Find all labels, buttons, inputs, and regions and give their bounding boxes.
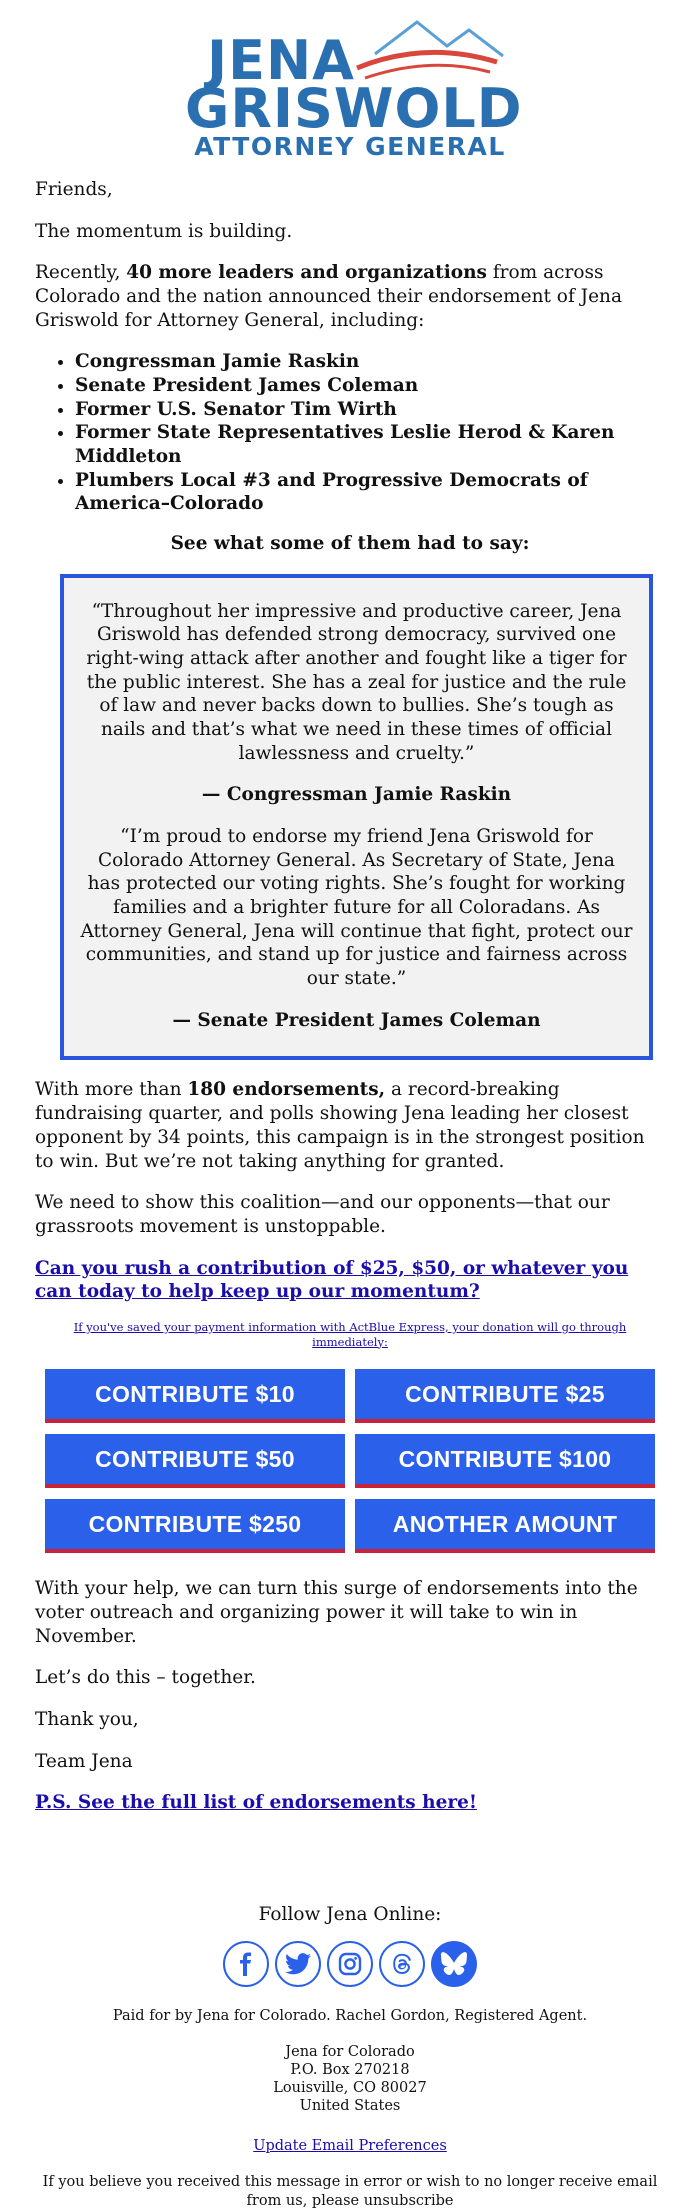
coalition-paragraph: We need to show this coalition—and our opponents—that our grassroots movement is unstoppable. [35,1192,610,1237]
quote-text: “Throughout her impressive and productive career, Jena Griswold has defended strong democracy, survived one right-wing attack after another and fought like a tiger for the public interest. She has a zeal for justice and the rule of law and never backs down to bullies. She’s tough as nails and that’s what we need in these times of official lawlessness and cruelty.” [86,600,627,764]
quote-attribution: — Congressman Jamie Raskin [201,784,512,806]
another-amount-button[interactable]: ANOTHER AMOUNT [355,1499,655,1553]
follow-heading: Follow Jena Online: [258,1904,442,1925]
contribution-ask-link[interactable]: Can you rush a contribution of $25, $50, or whatever you can today to help keep up our momentum? [35,1257,629,1303]
contribute-25-button[interactable]: CONTRIBUTE $25 [355,1369,655,1423]
address-line: United States [299,2098,401,2115]
logo-jena: JENA [207,29,355,92]
footer [35,1903,665,2210]
quote-box [60,574,653,1061]
quote-attribution: — Senate President James Coleman [172,1009,541,1031]
endorsements-paragraph [35,1078,665,1173]
contribute-10-button[interactable]: CONTRIBUTE $10 [45,1369,345,1423]
list-item: • Congressman Jamie Raskin [75,350,665,374]
address-line: Louisville, CO 80027 [273,2080,427,2097]
intro-prefix: Recently, [35,262,127,284]
actblue-note-link[interactable]: If you've saved your payment information with ActBlue Express, your donation will go through immediately: [73,1319,627,1349]
help-paragraph: With your help, we can turn this surge of endorsements into the voter outreach and organizing power it will take to win in November. [35,1578,638,1647]
contribute-250-button[interactable]: CONTRIBUTE $250 [45,1499,345,1553]
more-bold: 180 endorsements, [187,1079,386,1101]
quotes-heading: See what some of them had to say: [170,533,530,555]
update-email-preferences-link[interactable]: Update Email Preferences [253,2138,447,2155]
quote-text: “I’m proud to endorse my friend Jena Griswold for Colorado Attorney General. As Secretary of State, Jena has protected our voting rights. She’s fought for working families and a brighter future for all Coloradans. As Attorney General, Jena will continue that fight, protect our communities, and stand up for justice and fairness across our state.” [80,826,633,990]
address-line: P.O. Box 270218 [290,2061,410,2078]
list-item: • Senate President James Coleman [75,374,665,398]
threads-icon[interactable] [379,1941,425,1987]
instagram-icon[interactable] [327,1941,373,1987]
list-item: • Former U.S. Senator Tim Wirth [75,398,665,422]
address-line: Jena for Colorado [285,2043,415,2060]
campaign-logo [185,12,523,162]
intro-paragraph [35,261,665,332]
intro-suffix: from across Colorado and the nation announced their endorsement of Jena Griswold for Attorney General, including: [35,262,622,331]
intro-bold: 40 more leaders and organizations [126,262,487,284]
list-item: • Former State Representatives Leslie Herod & Karen Middleton [75,421,665,468]
social-links [35,1941,665,1987]
unsubscribe-text[interactable]: If you believe you received this message in error or wish to no longer receive email from us, please unsubscribe [42,2174,658,2209]
contribute-50-button[interactable]: CONTRIBUTE $50 [45,1434,345,1488]
twitter-icon[interactable] [275,1941,321,1987]
ps-endorsements-link[interactable]: P.S. See the full list of endorsements here! [35,1792,478,1814]
bluesky-icon[interactable] [431,1941,477,1987]
mailing-address [35,2043,665,2116]
thank-you-line: Thank you, [35,1708,139,1730]
logo-griswold: GRISWOLD [185,77,523,140]
greeting: Friends, [35,179,113,200]
donation-buttons [45,1369,655,1553]
facebook-icon[interactable] [223,1941,269,1987]
together-line: Let’s do this – together. [35,1667,256,1689]
actblue-note [35,1320,665,1349]
logo-attorney-general: ATTORNEY GENERAL [194,132,506,161]
list-item: • Plumbers Local #3 and Progressive Democrats of America–Colorado [75,469,665,516]
momentum-line: The momentum is building. [35,220,293,242]
signature: Team Jena [35,1750,133,1772]
more-prefix: With more than [35,1079,188,1101]
paid-for-disclaimer: Paid for by Jena for Colorado. Rachel Gordon, Registered Agent. [112,2007,588,2024]
email-body [0,12,700,2210]
more-suffix: a record-breaking fundraising quarter, and polls showing Jena leading her closest opponent by 34 points, this campaign is in the strongest position to win. But we’re not taking anything for granted. [35,1079,645,1172]
endorser-list [75,350,665,516]
contribute-100-button[interactable]: CONTRIBUTE $100 [355,1434,655,1488]
